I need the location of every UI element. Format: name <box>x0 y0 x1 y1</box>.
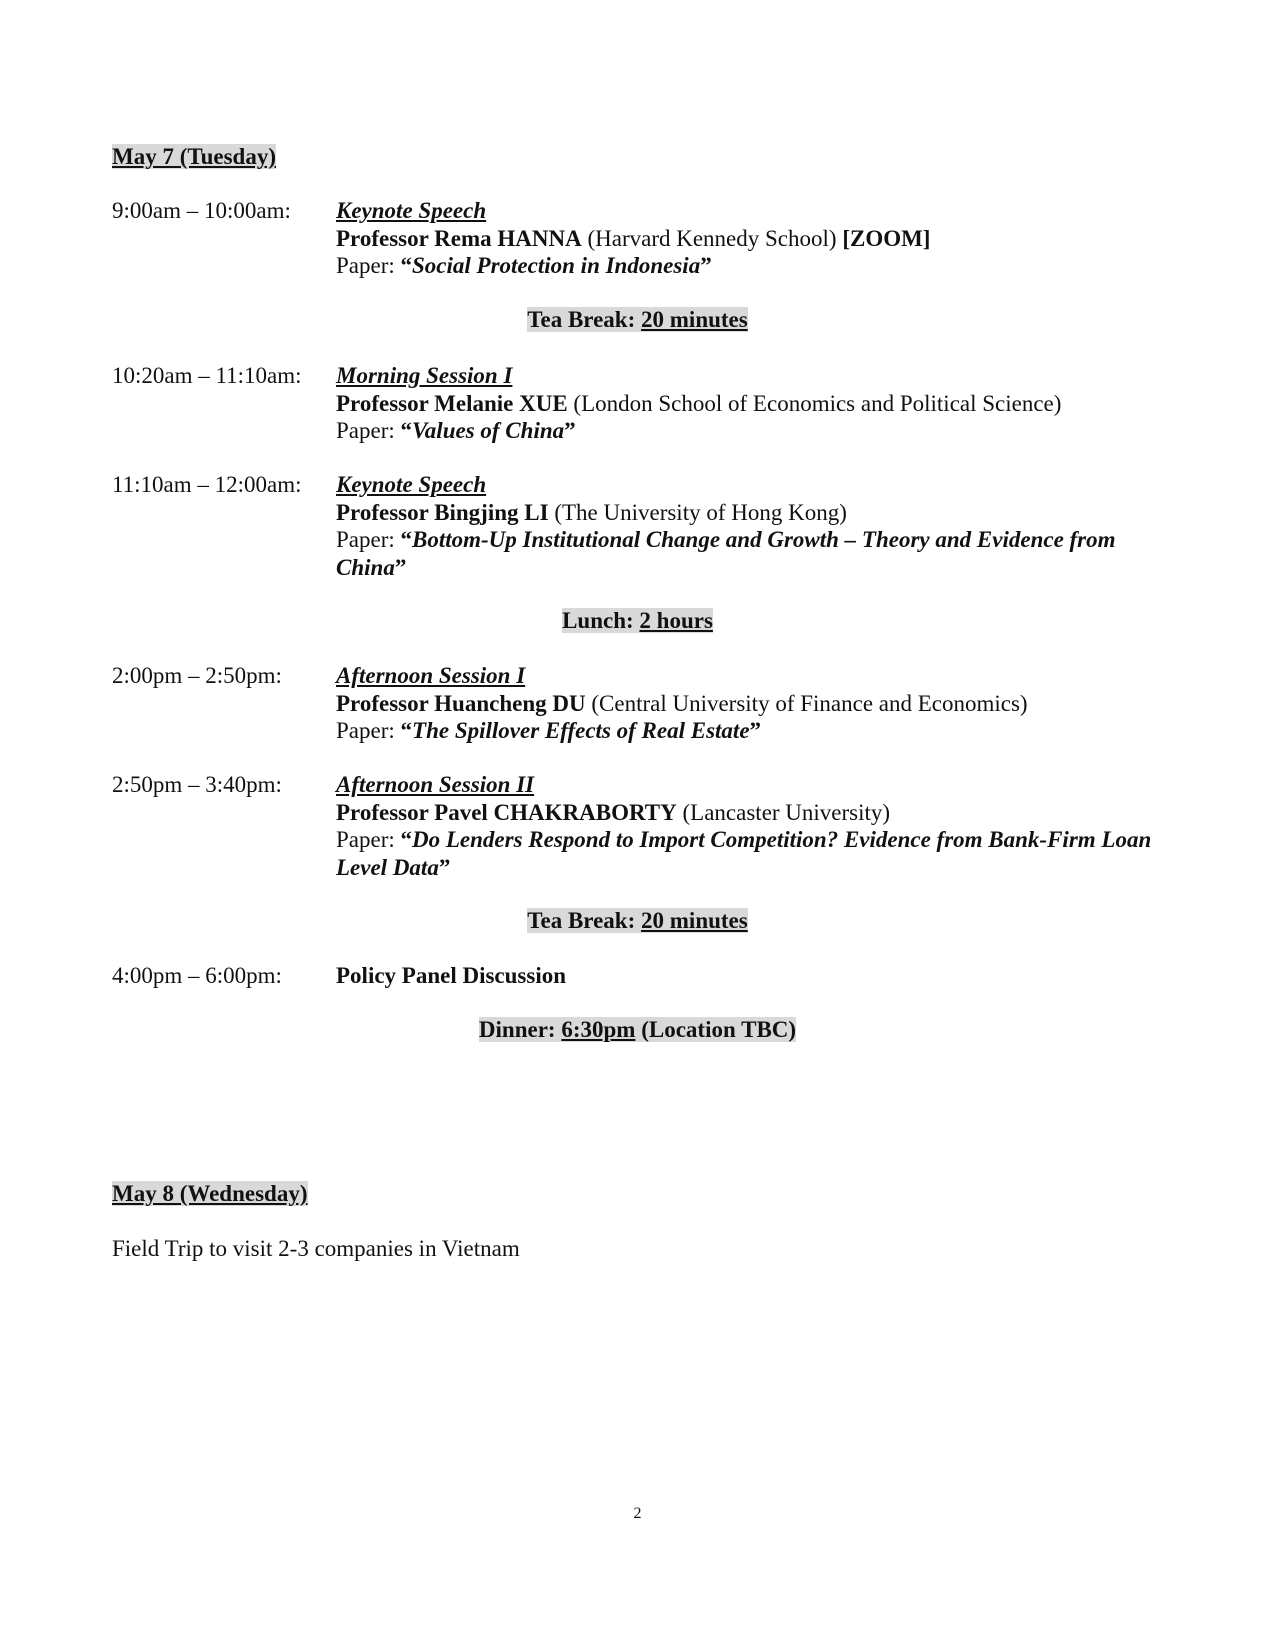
event-time: 11:10am – 12:00am: <box>112 472 302 497</box>
event-block <box>336 197 1156 280</box>
break-line: Dinner: 6:30pm (Location TBC) <box>478 1017 797 1042</box>
event-time: 2:50pm – 3:40pm: <box>112 772 282 797</box>
event-time: 4:00pm – 6:00pm: <box>112 963 282 988</box>
speaker-line <box>336 799 1156 827</box>
break-line: Lunch: 2 hours <box>562 608 713 633</box>
speaker-note: [ZOOM] <box>842 225 931 251</box>
paper-title: Bottom-Up Institutional Change and Growth – Theory and Evidence from China <box>336 527 1116 580</box>
event-block <box>336 471 1156 581</box>
paper-line: Paper: “Social Protection in Indonesia” <box>336 253 712 278</box>
speaker-name: Professor Bingjing LI <box>336 499 549 525</box>
paper-line: Paper: “The Spillover Effects of Real Estate” <box>336 718 762 743</box>
speaker-line <box>336 690 1156 718</box>
paper-title: Social Protection in Indonesia <box>412 253 701 278</box>
event-time: 10:20am – 11:10am: <box>112 363 302 388</box>
session-title: Policy Panel Discussion <box>336 963 567 988</box>
day-description: Field Trip to visit 2-3 companies in Vietnam <box>112 1236 520 1261</box>
speaker-line <box>336 225 1156 253</box>
event-block <box>336 962 1156 990</box>
paper-title: Values of China <box>412 418 565 443</box>
session-title: Morning Session I <box>336 363 513 388</box>
session-title: Afternoon Session II <box>336 772 535 797</box>
speaker-affiliation: (London School of Economics and Political Science) <box>573 390 1062 416</box>
paper-line: Paper: “Values of China” <box>336 418 576 443</box>
speaker-affiliation: (Central University of Finance and Economics) <box>591 690 1028 716</box>
speaker-affiliation: (Harvard Kennedy School) <box>587 225 837 251</box>
speaker-name: Professor Huancheng DU <box>336 690 586 716</box>
speaker-name: Professor Melanie XUE <box>336 390 568 416</box>
event-time: 2:00pm – 2:50pm: <box>112 663 282 688</box>
day-heading: May 8 (Wednesday) <box>112 1181 308 1206</box>
speaker-line <box>336 390 1156 418</box>
speaker-name: Professor Rema HANNA <box>336 225 582 251</box>
session-title: Keynote Speech <box>336 472 487 497</box>
speaker-line <box>336 499 1156 527</box>
speaker-name: Professor Pavel CHAKRABORTY <box>336 799 677 825</box>
event-block <box>336 771 1156 881</box>
break-line: Tea Break: 20 minutes <box>527 908 748 933</box>
session-title: Afternoon Session I <box>336 663 526 688</box>
paper-line: Paper: “Bottom-Up Institutional Change and Growth – Theory and Evidence from China” <box>336 527 1116 580</box>
event-block <box>336 662 1156 745</box>
break-line: Tea Break: 20 minutes <box>527 307 748 332</box>
paper-line: Paper: “Do Lenders Respond to Import Competition? Evidence from Bank-Firm Loan Level Data” <box>336 827 1152 880</box>
paper-title: Do Lenders Respond to Import Competition? Evidence from Bank-Firm Loan Level Data <box>336 827 1152 880</box>
paper-title: The Spillover Effects of Real Estate <box>412 718 750 743</box>
event-block <box>336 362 1156 445</box>
session-title: Keynote Speech <box>336 198 487 223</box>
day-heading: May 7 (Tuesday) <box>112 144 276 169</box>
event-time: 9:00am – 10:00am: <box>112 198 291 223</box>
speaker-affiliation: (Lancaster University) <box>682 799 891 825</box>
speaker-affiliation: (The University of Hong Kong) <box>554 499 847 525</box>
page-number: 2 <box>633 1505 642 1522</box>
